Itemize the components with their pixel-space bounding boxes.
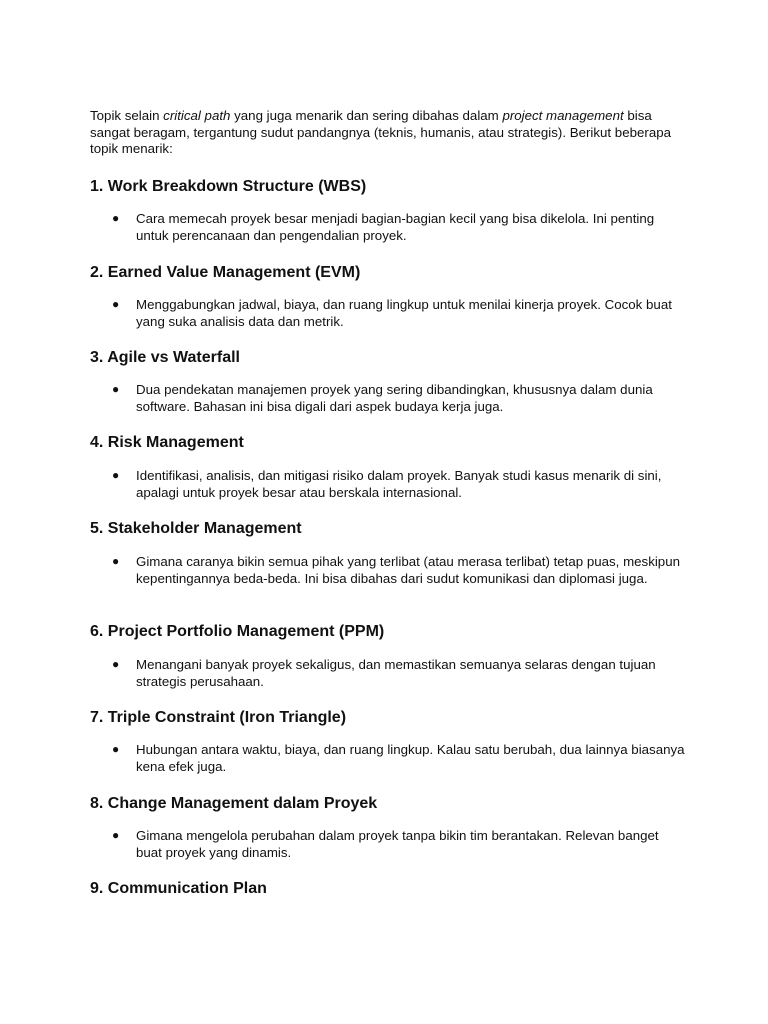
section-bullet-list xyxy=(90,381,690,415)
list-item xyxy=(90,827,686,861)
list-item xyxy=(90,467,686,501)
section-wbs xyxy=(90,177,690,244)
section-heading: 6. Project Portfolio Management (PPM) xyxy=(90,623,385,640)
section-portfolio-management xyxy=(90,622,690,690)
list-item-text: Gimana mengelola perubahan dalam proyek tanpa bikin tim berantakan. Relevan banget buat proyek yang dinamis. xyxy=(136,828,659,861)
section-heading: 3. Agile vs Waterfall xyxy=(90,349,240,366)
section-communication-plan xyxy=(90,879,690,899)
intro-text-3: bisa sangat beragam, tergantung sudut pandangnya (teknis, humanis, atau strategis). Berikut beberapa topik menarik: xyxy=(90,108,671,157)
bullet-icon: ● xyxy=(112,382,120,396)
section-stakeholder-management xyxy=(90,519,690,587)
bullet-icon: ● xyxy=(112,297,120,311)
list-item-text: Dua pendekatan manajemen proyek yang sering dibandingkan, khususnya dalam dunia software. Bahasan ini bisa digali dari aspek budaya kerja juga. xyxy=(136,382,653,415)
section-bullet-list xyxy=(90,827,690,861)
section-evm xyxy=(90,263,690,330)
list-item-text: Cara memecah proyek besar menjadi bagian-bagian kecil yang bisa dikelola. Ini penting untuk perencanaan dan pengendalian proyek. xyxy=(136,211,655,244)
section-bullet-list xyxy=(90,296,690,330)
list-item xyxy=(90,656,686,690)
section-risk-management xyxy=(90,433,690,501)
section-heading: 7. Triple Constraint (Iron Triangle) xyxy=(90,709,347,726)
section-bullet-list xyxy=(90,741,690,775)
section-bullet-list xyxy=(90,467,690,501)
bullet-icon: ● xyxy=(112,468,120,482)
section-agile-waterfall xyxy=(90,348,690,415)
list-item-text: Menangani banyak proyek sekaligus, dan memastikan semuanya selaras dengan tujuan strategis perusahaan. xyxy=(136,657,656,690)
intro-text-2: yang juga menarik dan sering dibahas dalam xyxy=(230,108,503,123)
bullet-icon: ● xyxy=(112,828,120,842)
list-item xyxy=(90,553,686,587)
list-item-text: Gimana caranya bikin semua pihak yang terlibat (atau merasa terlibat) tetap puas, meskipun kepentingannya beda-beda. Ini bisa dibahas dari sudut komunikasi dan diplomasi juga. xyxy=(136,554,680,587)
section-change-management xyxy=(90,794,690,861)
list-item-text: Menggabungkan jadwal, biaya, dan ruang lingkup untuk menilai kinerja proyek. Cocok buat yang suka analisis data dan metrik. xyxy=(136,297,672,330)
section-heading: 5. Stakeholder Management xyxy=(90,520,302,537)
list-item-text: Identifikasi, analisis, dan mitigasi risiko dalam proyek. Banyak studi kasus menarik di sini, apalagi untuk proyek besar atau berskala internasional. xyxy=(136,468,662,501)
intro-emphasis-project-management: project management xyxy=(502,108,624,123)
bullet-icon: ● xyxy=(112,211,120,225)
section-heading: 4. Risk Management xyxy=(90,434,244,451)
section-heading: 1. Work Breakdown Structure (WBS) xyxy=(90,178,367,195)
section-bullet-list xyxy=(90,656,690,690)
intro-paragraph xyxy=(90,108,690,158)
list-item xyxy=(90,741,686,775)
list-item-text: Hubungan antara waktu, biaya, dan ruang lingkup. Kalau satu berubah, dua lainnya biasanya kena efek juga. xyxy=(136,742,685,775)
section-heading: 9. Communication Plan xyxy=(90,880,267,897)
intro-text-1: Topik selain xyxy=(90,108,164,123)
section-triple-constraint xyxy=(90,708,690,775)
list-item xyxy=(90,381,686,415)
intro-emphasis-critical-path: critical path xyxy=(163,108,231,123)
section-heading: 8. Change Management dalam Proyek xyxy=(90,795,378,812)
bullet-icon: ● xyxy=(112,742,120,756)
section-bullet-list xyxy=(90,210,690,244)
list-item xyxy=(90,210,686,244)
list-item xyxy=(90,296,686,330)
section-bullet-list xyxy=(90,553,690,587)
bullet-icon: ● xyxy=(112,657,120,671)
bullet-icon: ● xyxy=(112,554,120,568)
section-heading: 2. Earned Value Management (EVM) xyxy=(90,264,361,281)
